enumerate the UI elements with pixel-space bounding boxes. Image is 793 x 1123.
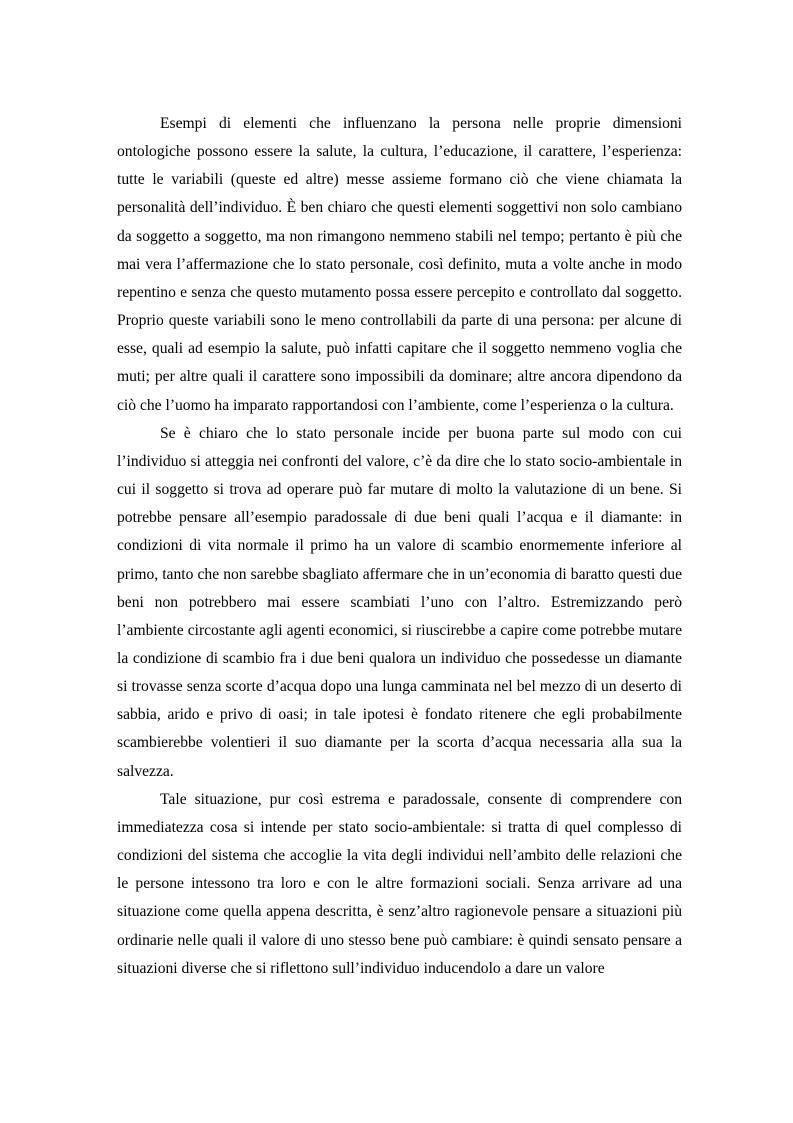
document-page xyxy=(117,110,682,983)
paragraph-1: Esempi di elementi che influenzano la persona nelle proprie dimensioni ontologiche possono essere la salute, la cultura, l’educazione, il carattere, l’esperienza: tutte le variabili (queste ed altre) messe assieme formano ciò che viene chiamata la personalità dell’individuo. È ben chiaro che questi elementi soggettivi non solo cambiano da soggetto a soggetto, ma non rimangono nemmeno stabili nel tempo; pertanto è più che mai vera l’affermazione che lo stato personale, così definito, muta a volte anche in modo repentino e senza che questo mutamento possa essere percepito e controllato dal soggetto. Proprio queste variabili sono le meno controllabili da parte di una persona: per alcune di esse, quali ad esempio la salute, può infatti capitare che il soggetto nemmeno voglia che muti; per altre quali il carattere sono impossibili da dominare; altre ancora dipendono da ciò che l’uomo ha imparato rapportandosi con l’ambiente, come l’esperienza o la cultura. xyxy=(117,115,682,414)
paragraph-3: Tale situazione, pur così estrema e paradossale, consente di comprendere con immediatezza cosa si intende per stato socio-ambientale: si tratta di quel complesso di condizioni del sistema che accoglie la vita degli individui nell’ambito delle relazioni che le persone intessono tra loro e con le altre formazioni sociali. Senza arrivare ad una situazione come quella appena descritta, è senz’altro ragionevole pensare a situazioni più ordinarie nelle quali il valore di uno stesso bene può cambiare: è quindi sensato pensare a situazioni diverse che si riflettono sull’individuo inducendolo a dare un valore xyxy=(117,790,682,977)
paragraph-2: Se è chiaro che lo stato personale incide per buona parte sul modo con cui l’individuo si atteggia nei confronti del valore, c’è da dire che lo stato socio-ambientale in cui il soggetto si trova ad operare può far mutare di molto la valutazione di un bene. Si potrebbe pensare all’esempio paradossale di due beni quali l’acqua e il diamante: in condizioni di vita normale il primo ha un valore di scambio enormemente inferiore al primo, tanto che non sarebbe sbagliato affermare che in un’economia di baratto questi due beni non potrebbero mai essere scambiati l’uno con l’altro. Estremizzando però l’ambiente circostante agli agenti economici, si riuscirebbe a capire come potrebbe mutare la condizione di scambio fra i due beni qualora un individuo che possedesse un diamante si trovasse senza scorte d’acqua dopo una lunga camminata nel bel mezzo di un deserto di sabbia, arido e privo di oasi; in tale ipotesi è fondato ritenere che egli probabilmente scambierebbe volentieri il suo diamante per la scorta d’acqua necessaria alla sua la salvezza. xyxy=(117,424,682,780)
